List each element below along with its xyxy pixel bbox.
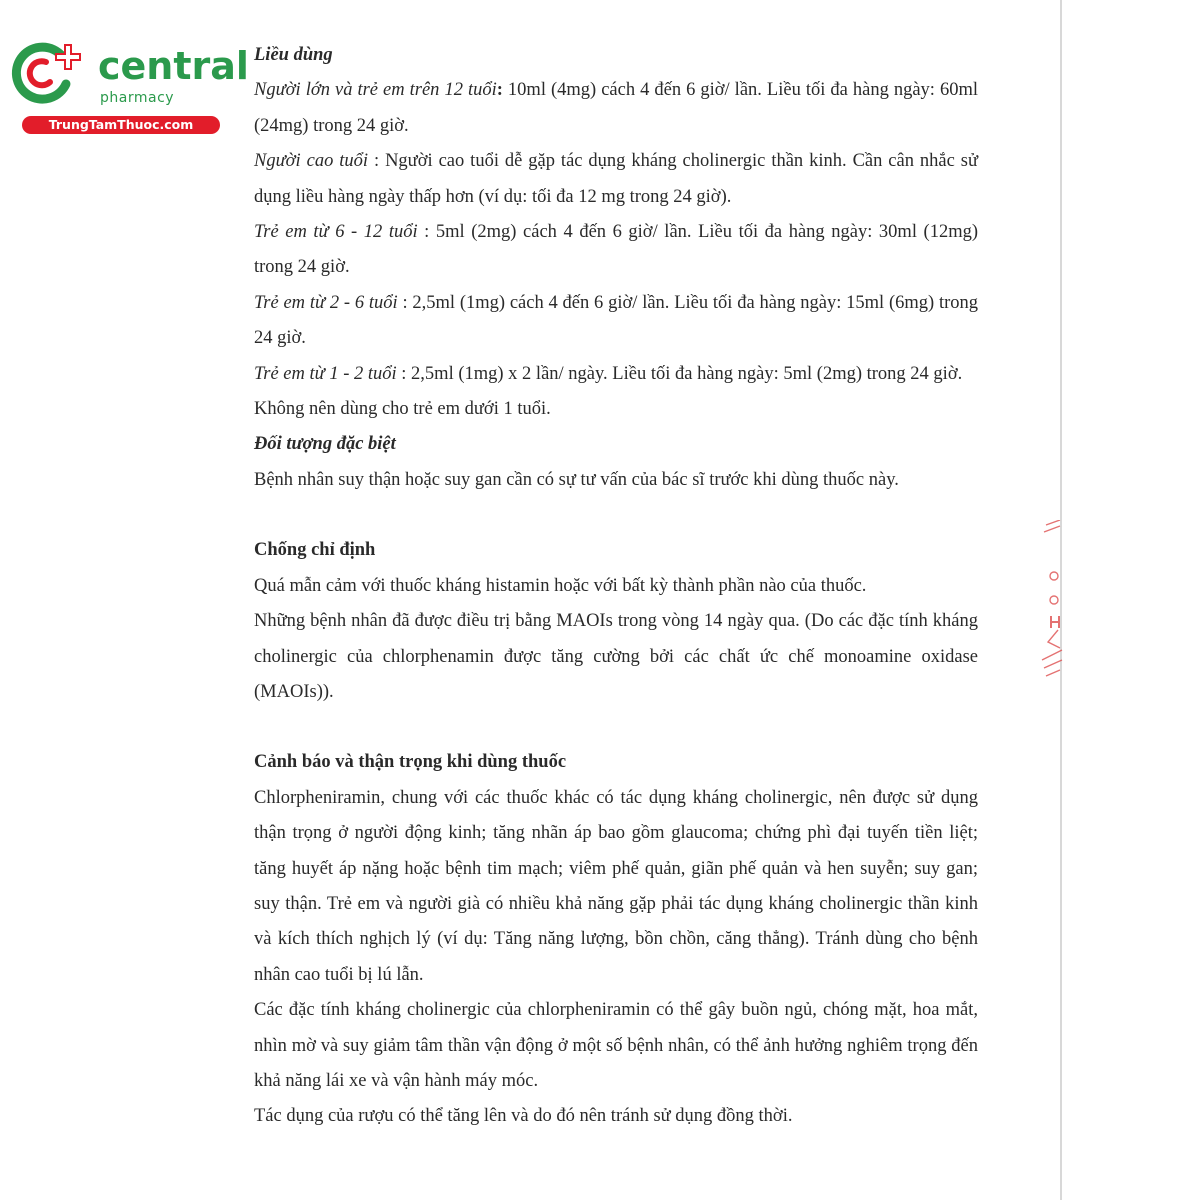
warning-paragraph-3: Tác dụng của rượu có thể tăng lên và do đó nên tránh sử dụng đồng thời.	[254, 1106, 793, 1127]
section-heading-contraindications: Chống chỉ định	[254, 540, 376, 561]
section-heading-special: Đối tượng đặc biệt	[254, 434, 396, 455]
dosage-elderly-label: Người cao tuổi	[254, 151, 369, 172]
dosage-adults-separator: :	[496, 80, 503, 101]
section-spacer	[254, 498, 978, 533]
central-pharmacy-logo[interactable]	[10, 38, 249, 138]
section-heading-warnings: Cảnh báo và thận trọng khi dùng thuốc	[254, 752, 567, 773]
dosage-under-1: Không nên dùng cho trẻ em dưới 1 tuổi.	[254, 399, 551, 420]
dosage-elderly-text: : Người cao tuổi dễ gặp tác dụng kháng cholinergic thần kinh. Cần cân nhắc sử dụng liều hàng ngày thấp hơn (ví dụ: tối đa 12 mg trong 24 giờ).	[254, 151, 978, 207]
dosage-adults	[254, 73, 978, 144]
warning-paragraph-2: Các đặc tính kháng cholinergic của chlorpheniramin có thể gây buồn ngủ, chóng mặt, hoa mắt, nhìn mờ và suy giảm tâm thần vận động ở một số bệnh nhân, có thể ảnh hưởng nghiêm trọng đến khả năng lái xe và vận hành máy móc.	[254, 1000, 978, 1091]
dosage-child-6-12-label: Trẻ em từ 6 - 12 tuổi	[254, 222, 418, 243]
dosage-adults-label: Người lớn và trẻ em trên 12 tuổi	[254, 80, 497, 101]
dosage-adults-text: 10ml (4mg) cách 4 đến 6 giờ/ lần. Liều tối đa hàng ngày: 60ml (24mg) trong 24 giờ.	[254, 80, 978, 136]
section-heading-dosage: Liều dùng	[254, 45, 333, 65]
dosage-child-2-6-label: Trẻ em từ 2 - 6 tuổi	[254, 292, 398, 313]
warning-paragraph-1: Chlorpheniramin, chung với các thuốc khác có tác dụng kháng cholinergic, nên được sử dụng thận trọng ở người động kinh; tăng nhãn áp bao gồm glaucoma; chứng phì đại tuyến tiền liệt; tăng huyết áp nặng hoặc bệnh tim mạch; viêm phế quản, giãn phế quản và hen suyễn; suy gan; suy thận. Trẻ em và người già có nhiều khả năng gặp phải tác dụng kháng cholinergic thần kinh và kích thích nghịch lý (ví dụ: Tăng năng lượng, bồn chồn, căng thẳng). Tránh dùng cho bệnh nhân cao tuổi bị lú lẫn.	[254, 787, 978, 985]
document-body	[254, 38, 978, 1135]
section-spacer	[254, 710, 978, 745]
dosage-child-2-6	[254, 286, 978, 357]
contra-paragraph-2: Những bệnh nhân đã được điều trị bằng MAOIs trong vòng 14 ngày qua. (Do các đặc tính kháng cholinergic của chlorphenamin được tăng cường bởi các chất ức chế monoamine oxidase (MAOIs)).	[254, 611, 978, 702]
special-text: Bệnh nhân suy thận hoặc suy gan cần có sự tư vấn của bác sĩ trước khi dùng thuốc này.	[254, 469, 899, 490]
pharmacy-cross-logo-icon	[10, 38, 90, 108]
red-stamp-fragment	[1038, 520, 1068, 690]
logo-name: central	[98, 44, 249, 88]
dosage-child-6-12	[254, 215, 978, 286]
logo-url-badge[interactable]: TrungTamThuoc.com	[22, 116, 220, 134]
dosage-child-6-12-text: : 5ml (2mg) cách 4 đến 6 giờ/ lần. Liều tối đa hàng ngày: 30ml (12mg) trong 24 giờ.	[254, 222, 978, 278]
logo-subtitle: pharmacy	[100, 90, 175, 106]
dosage-child-1-2-text: : 2,5ml (1mg) x 2 lần/ ngày. Liều tối đa hàng ngày: 5ml (2mg) trong 24 giờ.	[396, 363, 963, 384]
dosage-elderly	[254, 144, 978, 215]
contra-paragraph-1: Quá mẫn cảm với thuốc kháng histamin hoặc với bất kỳ thành phần nào của thuốc.	[254, 575, 867, 596]
dosage-child-1-2-label: Trẻ em từ 1 - 2 tuổi	[254, 363, 397, 384]
dosage-child-1-2	[254, 357, 978, 392]
dosage-child-2-6-text: : 2,5ml (1mg) cách 4 đến 6 giờ/ lần. Liều tối đa hàng ngày: 15ml (6mg) trong 24 giờ.	[254, 292, 979, 349]
